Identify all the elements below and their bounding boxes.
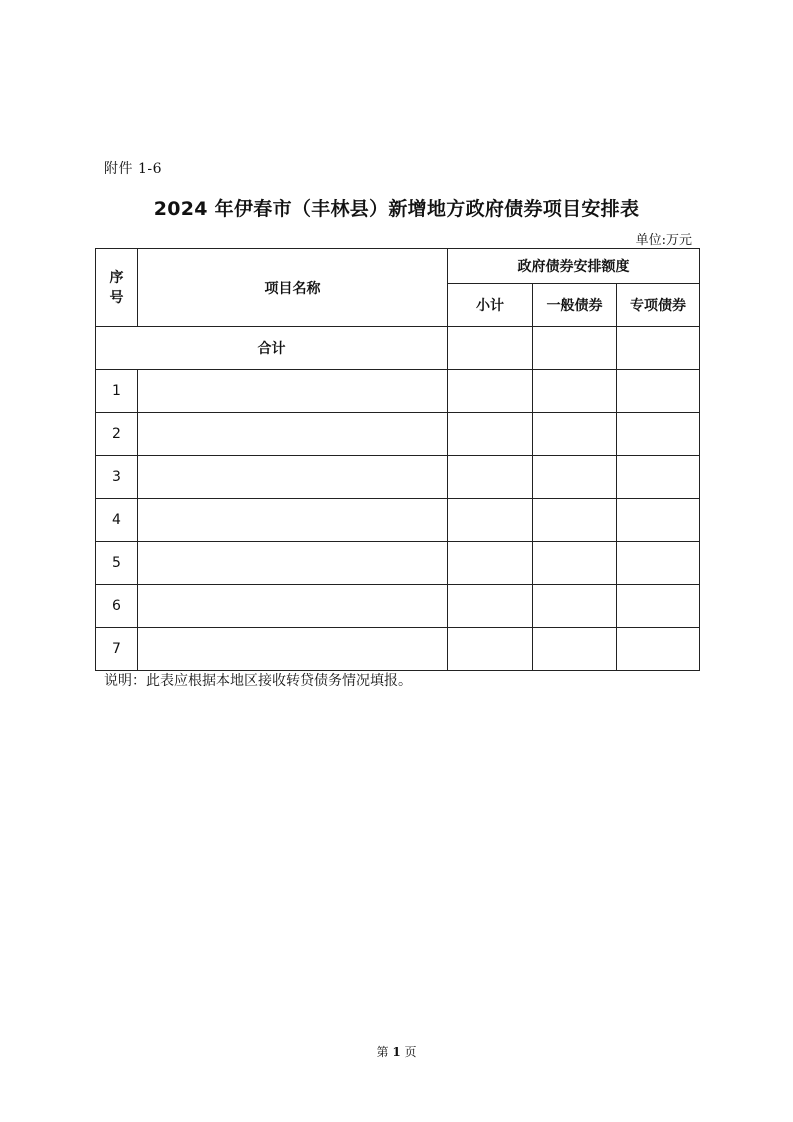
seq-header-text: 序号 [109, 269, 124, 306]
footer-prefix: 第 [376, 1045, 389, 1059]
general-bond-header: 一般债券 [533, 284, 617, 327]
row-project-name-cell [138, 456, 448, 499]
row-project-name-cell [138, 542, 448, 585]
row-project-name-cell [138, 585, 448, 628]
row-general-bond-cell [533, 456, 617, 499]
total-label: 合计 [96, 327, 448, 370]
row-seq: 6 [96, 585, 138, 628]
page-title: 2024 年伊春市（丰林县）新增地方政府债券项目安排表 [153, 198, 640, 220]
table-row [96, 542, 700, 585]
row-special-bond-cell [617, 585, 700, 628]
page-number: 1 [392, 1045, 401, 1059]
row-subtotal-cell [448, 628, 533, 671]
row-seq: 1 [96, 370, 138, 413]
row-general-bond-cell [533, 499, 617, 542]
row-special-bond-cell [617, 370, 700, 413]
row-general-bond-cell [533, 542, 617, 585]
bond-allocation-table [95, 248, 700, 671]
page-footer [0, 1043, 793, 1060]
table-note: 说明：此表应根据本地区接收转贷债务情况填报。 [104, 673, 412, 689]
row-general-bond-cell [533, 370, 617, 413]
row-special-bond-cell [617, 499, 700, 542]
table-row [96, 585, 700, 628]
total-subtotal-cell [448, 327, 533, 370]
row-seq: 4 [96, 499, 138, 542]
row-general-bond-cell [533, 413, 617, 456]
subtotal-header: 小计 [448, 284, 533, 327]
row-special-bond-cell [617, 542, 700, 585]
row-seq: 7 [96, 628, 138, 671]
row-subtotal-cell [448, 542, 533, 585]
attachment-label: 附件 1-6 [104, 161, 162, 177]
footer-suffix: 页 [404, 1045, 417, 1059]
row-subtotal-cell [448, 499, 533, 542]
seq-header [96, 249, 138, 327]
row-project-name-cell [138, 499, 448, 542]
table-row [96, 370, 700, 413]
row-general-bond-cell [533, 585, 617, 628]
table-row [96, 456, 700, 499]
row-subtotal-cell [448, 585, 533, 628]
row-subtotal-cell [448, 370, 533, 413]
row-seq: 5 [96, 542, 138, 585]
row-seq: 2 [96, 413, 138, 456]
row-general-bond-cell [533, 628, 617, 671]
project-name-header: 项目名称 [138, 249, 448, 327]
total-general-cell [533, 327, 617, 370]
row-special-bond-cell [617, 413, 700, 456]
total-special-cell [617, 327, 700, 370]
table-row [96, 413, 700, 456]
row-project-name-cell [138, 413, 448, 456]
bond-group-header: 政府债券安排额度 [448, 249, 700, 284]
table-row [96, 628, 700, 671]
row-subtotal-cell [448, 413, 533, 456]
row-special-bond-cell [617, 456, 700, 499]
special-bond-header: 专项债券 [617, 284, 700, 327]
unit-label: 单位:万元 [635, 233, 692, 248]
total-row [96, 327, 700, 370]
row-seq: 3 [96, 456, 138, 499]
table-row [96, 499, 700, 542]
row-project-name-cell [138, 628, 448, 671]
row-project-name-cell [138, 370, 448, 413]
row-special-bond-cell [617, 628, 700, 671]
row-subtotal-cell [448, 456, 533, 499]
